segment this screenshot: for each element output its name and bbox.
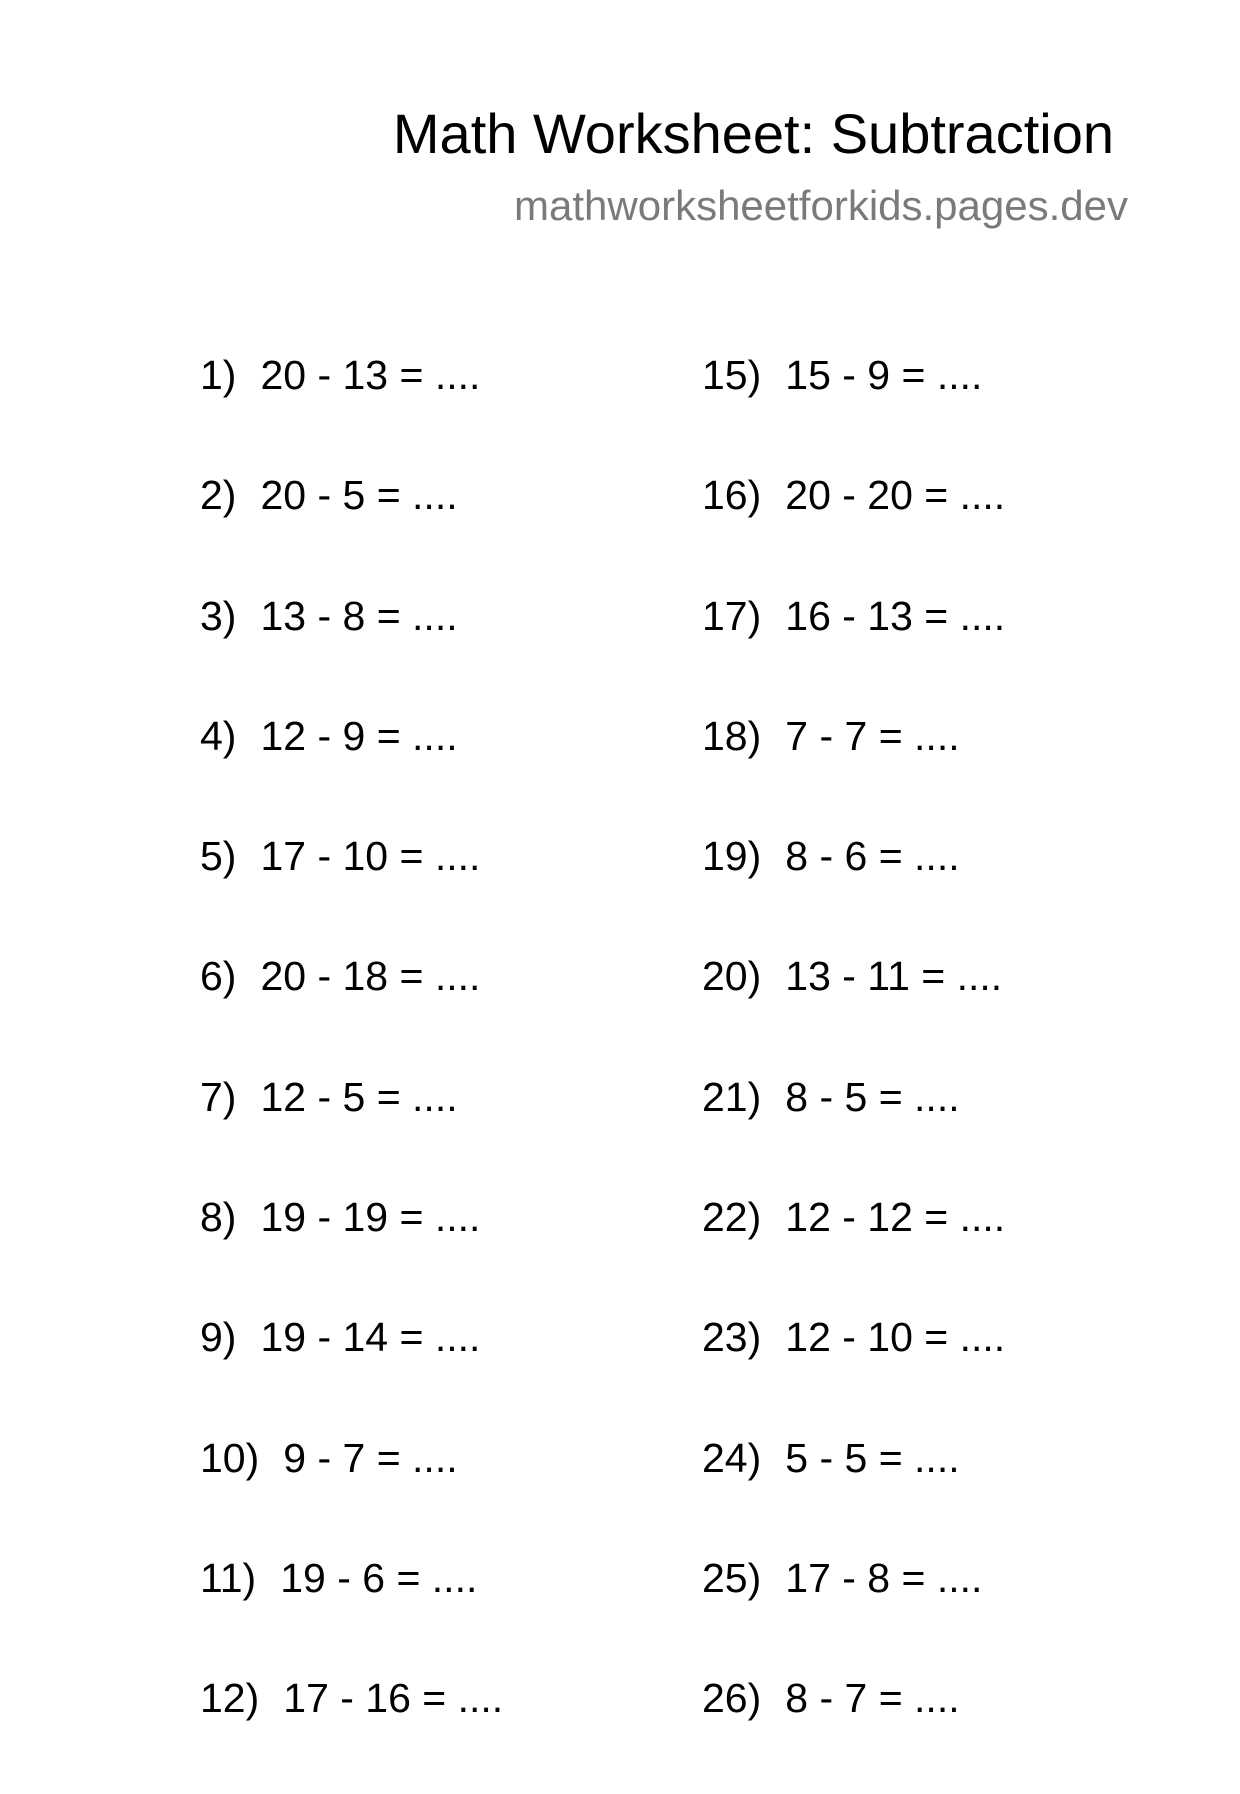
problem-expression: 7 - 7 = .... bbox=[785, 712, 960, 759]
problem-item bbox=[702, 1553, 1182, 1673]
problem-expression: 19 - 6 = .... bbox=[280, 1554, 478, 1601]
problem-expression: 13 - 8 = .... bbox=[260, 592, 458, 639]
problem-expression: 16 - 13 = .... bbox=[785, 592, 1006, 639]
problem-item bbox=[702, 1433, 1182, 1553]
problem-expression: 19 - 14 = .... bbox=[260, 1314, 481, 1361]
problems-column-left bbox=[200, 350, 680, 1794]
problems-column-right bbox=[702, 350, 1182, 1794]
problem-expression: 20 - 18 = .... bbox=[260, 953, 481, 1000]
problem-number: 18) bbox=[702, 712, 762, 759]
problem-number: 12) bbox=[200, 1675, 260, 1722]
problem-number: 11) bbox=[200, 1554, 257, 1601]
problem-number: 5) bbox=[200, 833, 237, 880]
problem-expression: 19 - 19 = .... bbox=[260, 1194, 481, 1241]
problem-number: 10) bbox=[200, 1434, 260, 1481]
problem-item bbox=[702, 591, 1182, 711]
problem-number: 17) bbox=[702, 592, 762, 639]
problem-item bbox=[702, 470, 1182, 590]
problem-expression: 20 - 20 = .... bbox=[785, 472, 1006, 519]
problem-expression: 20 - 5 = .... bbox=[260, 472, 458, 519]
problems-area bbox=[0, 350, 1240, 1740]
problem-item bbox=[200, 470, 680, 590]
problem-expression: 13 - 11 = .... bbox=[785, 953, 1003, 1000]
problem-item bbox=[702, 1192, 1182, 1312]
problem-expression: 17 - 8 = .... bbox=[785, 1554, 983, 1601]
worksheet-subtitle-url: mathworksheetforkids.pages.dev bbox=[514, 182, 1128, 229]
problem-number: 25) bbox=[702, 1554, 762, 1601]
problem-expression: 17 - 10 = .... bbox=[260, 833, 481, 880]
problem-expression: 12 - 10 = .... bbox=[785, 1314, 1006, 1361]
problem-expression: 5 - 5 = .... bbox=[785, 1434, 960, 1481]
problem-expression: 8 - 7 = .... bbox=[785, 1675, 960, 1722]
problem-item bbox=[200, 1072, 680, 1192]
problem-item bbox=[702, 350, 1182, 470]
problem-number: 8) bbox=[200, 1194, 237, 1241]
problem-item bbox=[200, 1312, 680, 1432]
problem-item bbox=[200, 1433, 680, 1553]
worksheet-title: Math Worksheet: Subtraction bbox=[392, 102, 1114, 165]
problem-number: 20) bbox=[702, 953, 762, 1000]
problem-item bbox=[702, 951, 1182, 1071]
problem-expression: 12 - 9 = .... bbox=[260, 712, 458, 759]
problem-number: 9) bbox=[200, 1314, 237, 1361]
problem-number: 4) bbox=[200, 712, 237, 759]
problem-number: 26) bbox=[702, 1675, 762, 1722]
problem-item bbox=[200, 1553, 680, 1673]
problem-expression: 8 - 5 = .... bbox=[785, 1073, 960, 1120]
problem-number: 1) bbox=[200, 352, 237, 398]
problem-item bbox=[200, 951, 680, 1071]
problem-item bbox=[200, 831, 680, 951]
problem-expression: 8 - 6 = .... bbox=[785, 833, 960, 880]
problem-expression: 9 - 7 = .... bbox=[283, 1434, 458, 1481]
problem-number: 6) bbox=[200, 953, 237, 1000]
problem-number: 19) bbox=[702, 833, 762, 880]
problem-number: 3) bbox=[200, 592, 237, 639]
problem-item bbox=[200, 350, 680, 470]
problem-number: 7) bbox=[200, 1073, 237, 1120]
problem-item bbox=[702, 831, 1182, 951]
problem-item bbox=[200, 1673, 680, 1793]
problem-item bbox=[200, 1192, 680, 1312]
problem-number: 15) bbox=[702, 352, 762, 398]
problem-item bbox=[702, 1312, 1182, 1432]
problem-expression: 15 - 9 = .... bbox=[785, 352, 983, 398]
problem-number: 24) bbox=[702, 1434, 762, 1481]
problem-expression: 12 - 5 = .... bbox=[260, 1073, 458, 1120]
problem-expression: 17 - 16 = .... bbox=[283, 1675, 504, 1722]
problem-number: 16) bbox=[702, 472, 762, 519]
problem-number: 2) bbox=[200, 472, 237, 519]
problem-expression: 20 - 13 = .... bbox=[260, 352, 481, 398]
problem-item bbox=[702, 1673, 1182, 1793]
problem-number: 22) bbox=[702, 1194, 762, 1241]
problem-item bbox=[702, 711, 1182, 831]
problem-item bbox=[200, 711, 680, 831]
problem-item bbox=[702, 1072, 1182, 1192]
problem-item bbox=[200, 591, 680, 711]
problem-number: 21) bbox=[702, 1073, 762, 1120]
problem-expression: 12 - 12 = .... bbox=[785, 1194, 1006, 1241]
problem-number: 23) bbox=[702, 1314, 762, 1361]
